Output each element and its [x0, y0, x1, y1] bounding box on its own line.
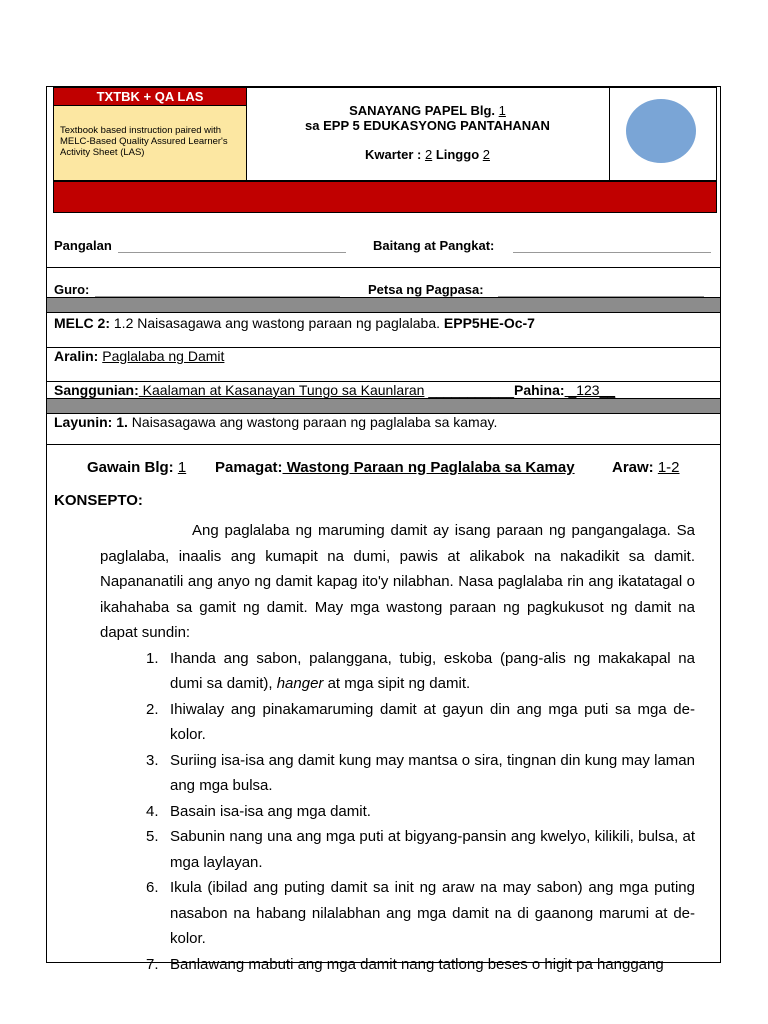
- petsa-label: Petsa ng Pagpasa:: [368, 282, 484, 297]
- step-number: 6.: [146, 879, 159, 896]
- worksheet-title: [246, 103, 609, 118]
- gawain-line: [87, 459, 186, 476]
- layunin-text: Naisasagawa ang wastong paraan ng paglalaba sa kamay.: [131, 414, 498, 430]
- melc-code: EPP5HE-Oc-7: [443, 315, 535, 331]
- pangalan-label: Pangalan: [54, 238, 112, 253]
- step-text: Suriing isa-isa ang damit kung may mantsa o sira, tingnan din kung may laman ang mga bulsa.: [170, 751, 695, 794]
- step-number: 2.: [146, 700, 159, 718]
- quarter-week: [246, 147, 609, 162]
- pamagat-label: Pamagat:: [215, 459, 283, 476]
- linggo-value: 2: [482, 147, 490, 162]
- step-item: [54, 875, 695, 952]
- step-number: 4.: [146, 802, 159, 820]
- logo-column: [609, 88, 716, 180]
- step-italic-text: hanger: [276, 675, 324, 692]
- tag-column: [54, 88, 247, 180]
- step-item: [54, 697, 695, 748]
- step-text-end: at mga sipit ng damit.: [323, 675, 471, 692]
- konsepto-paragraph: Ang paglalaba ng maruming damit ay isang paraan ng pangangalaga. Sa paglalaba, inaalis ang kumapit na dumi, pawis at alikabok na nakadikit sa damit. Napananatili ang anyo ng damit kapag ito'y nilabhan. Nasa paglalaba rin ang ikatatagal o ikahahaba sa gamit ng damit. May mga wastong paraan ng pagkukusot ng damit na dapat sundin:: [100, 522, 695, 641]
- pahina-value: _123__: [564, 382, 616, 398]
- gray-divider-2: [47, 398, 720, 414]
- step-text: Ihanda ang sabon, palanggana, tubig, eskoba (pang-alis ng makakapal na dumi sa damit),: [170, 649, 695, 692]
- teacher-row: [47, 267, 720, 298]
- kwarter-value: 2: [424, 147, 433, 162]
- melc-text: 1.2 Naisasagawa ang wastong paraan ng paglalaba.: [113, 315, 444, 331]
- aralin-value: Paglalaba ng Damit: [102, 348, 225, 364]
- step-item: [54, 824, 695, 875]
- tag-title: TXTBK + QA LAS: [54, 88, 246, 106]
- title-column: [246, 88, 610, 180]
- sanggunian-blank: ___________: [428, 382, 514, 398]
- gawain-number: 1: [177, 459, 187, 476]
- pamagat-line: [215, 459, 575, 476]
- melc-label: MELC 2:: [54, 315, 114, 331]
- araw-line: [612, 459, 680, 476]
- linggo-label: Linggo: [432, 147, 483, 162]
- pahina-label: Pahina:: [513, 382, 565, 398]
- aralin-label: Aralin:: [54, 348, 103, 364]
- step-text: Sabunin nang una ang mga puti at bigyang-pansin ang kwelyo, kilikili, bulsa, at mga laylayan.: [170, 828, 695, 871]
- araw-label: Araw:: [612, 459, 658, 476]
- step-number: 5.: [146, 828, 159, 845]
- pamagat-value: Wastong Paraan ng Paglalaba sa Kamay: [282, 459, 575, 476]
- step-item: [54, 799, 695, 825]
- guro-label: Guro:: [54, 282, 90, 297]
- red-banner: [53, 181, 717, 213]
- konsepto-heading: KONSEPTO:: [54, 492, 143, 509]
- logo-circle-icon: [626, 99, 696, 163]
- layunin-row: [47, 413, 720, 444]
- melc-row: [47, 313, 720, 348]
- gawain-label: Gawain Blg:: [87, 459, 178, 476]
- step-number: 1.: [146, 649, 159, 667]
- aralin-row: [47, 347, 720, 381]
- konsepto-body: [54, 518, 695, 977]
- title-number: 1: [498, 103, 506, 118]
- sanggunian-row: [47, 381, 720, 398]
- sanggunian-value: Kaalaman at Kasanayan Tungo sa Kaunlaran: [138, 382, 425, 398]
- baitang-label: Baitang at Pangkat:: [373, 238, 495, 253]
- step-number: 3.: [146, 751, 159, 769]
- step-text: Basain isa-isa ang mga damit.: [170, 802, 371, 820]
- steps-list: [54, 646, 695, 978]
- name-row: [47, 225, 720, 267]
- sanggunian-label: Sanggunian:: [54, 382, 139, 398]
- title-prefix: SANAYANG PAPEL Blg.: [349, 103, 499, 118]
- subtitle: sa EPP 5 EDUKASYONG PANTAHANAN: [305, 118, 550, 133]
- header-box: [53, 87, 717, 181]
- kwarter-label: Kwarter :: [365, 147, 425, 162]
- araw-value: 1-2: [657, 459, 680, 476]
- tag-description: Textbook based instruction paired with MELC-Based Quality Assured Learner's Activity Sheet (LAS): [60, 125, 228, 158]
- step-text: Ikula (ibilad ang puting damit sa init ng araw na may sabon) ang mga puting nasabon na habang nilalabhan ang mga damit na di gaanong marumi at de-kolor.: [170, 879, 695, 947]
- baitang-field[interactable]: [513, 252, 711, 253]
- step-item: [54, 952, 695, 978]
- step-number: 7.: [146, 955, 159, 973]
- step-text: Banlawang mabuti ang mga damit nang tatlong beses o higit pa hanggang: [170, 955, 664, 973]
- pangalan-field[interactable]: [118, 252, 346, 253]
- gray-divider: [47, 297, 720, 313]
- layunin-label: Layunin: 1.: [54, 414, 132, 430]
- step-item: [54, 748, 695, 799]
- step-text: Ihiwalay ang pinakamaruming damit at gayun din ang mga puti sa mga de-kolor.: [170, 700, 695, 743]
- step-item: [54, 646, 695, 697]
